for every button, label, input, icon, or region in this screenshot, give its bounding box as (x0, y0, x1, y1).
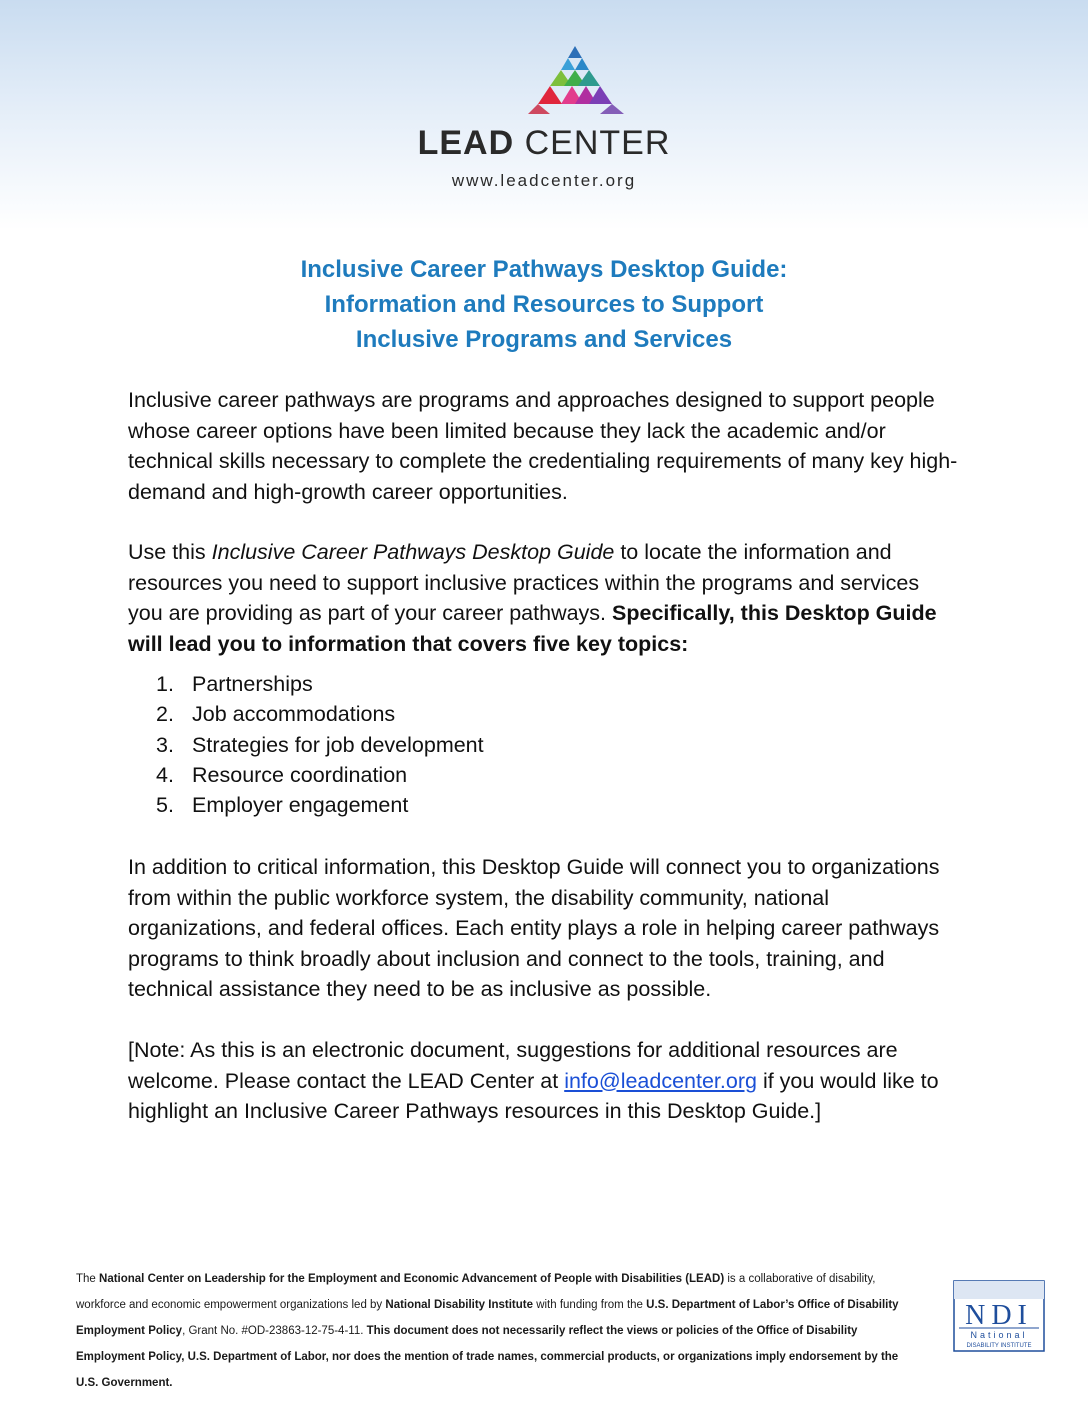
usage-paragraph: Use this Inclusive Career Pathways Desktop Guide to locate the information and resources you need to support inclusive practices within the programs and services you are providing as part of your career pathways. Specifically, this Desktop Guide will lead you to information that covers five key topics: (128, 540, 937, 656)
intro-paragraph: Inclusive career pathways are programs and approaches designed to support people whose career options have been limited because they lack the academic and/or technical skills necessary to complete the credentialing requirements of many key high-demand and high-growth career opportunities. (128, 388, 958, 504)
list-item: 5. Employer engagement (156, 793, 409, 818)
note-paragraph: [Note: As this is an electronic document, suggestions for additional resources are welcome. Please contact the LEAD Center at info@leadcenter.org if you would like to highlight an Inclusive Career Pathways resources in this Desktop Guide.] (128, 1038, 939, 1123)
title-line-1: Inclusive Career Pathways Desktop Guide: (300, 256, 788, 283)
document-title (0, 252, 1088, 357)
ndi-disability-institute: DISABILITY INSTITUTE (966, 1343, 1032, 1349)
title-line-2: Information and Resources to Support (324, 291, 764, 318)
lead-center-logo-text: LEAD CENTER (417, 124, 671, 162)
title-line-3: Inclusive Programs and Services (355, 326, 733, 353)
list-item: 1. Partnerships (156, 672, 313, 696)
key-topics-bold: Specifically, this Desktop Guide will lead you to information that covers five key topics: (128, 601, 937, 656)
website-url: www.leadcenter.org (451, 171, 637, 190)
list-item: 4. Resource coordination (156, 762, 408, 787)
topic-list (156, 669, 484, 820)
list-item: 2. Job accommodations (156, 702, 396, 727)
ndi-logo (953, 1280, 1045, 1352)
guide-title-italic: Inclusive Career Pathways Desktop Guide (211, 540, 615, 564)
ndi-letters: NDI (965, 1300, 1033, 1331)
ndi-national: National (970, 1330, 1028, 1340)
connect-paragraph: In addition to critical information, this Desktop Guide will connect you to organizations from within the public workforce system, the disability community, national organizations, and federal offices. Each entity plays a role in helping career pathways programs to think broadly about inclusion and connect to the tools, training, and technical assistance they need to be as inclusive as possible. (128, 855, 940, 1001)
email-link[interactable]: info@leadcenter.org (564, 1068, 757, 1093)
list-item: 3. Strategies for job development (156, 732, 484, 757)
footer-disclaimer: The National Center on Leadership for the Employment and Economic Advancement of People with Disabilities (LEAD) is a collaborative of disability, workforce and economic empowerment organizations led by National Disability Institute with funding from the U.S. Department of Labor’s Office of Disability Employment Policy, Grant No. #OD-23863-12-75-4-11. This document does not necessarily reflect the views or policies of the Office of Disability Employment Policy, U.S. Department of Labor, nor does the mention of trade names, commercial products, or organizations imply endorsement by the U.S. Government. (76, 1273, 899, 1389)
header-background (0, 0, 1088, 230)
lead-center-logo-icon (520, 44, 630, 114)
